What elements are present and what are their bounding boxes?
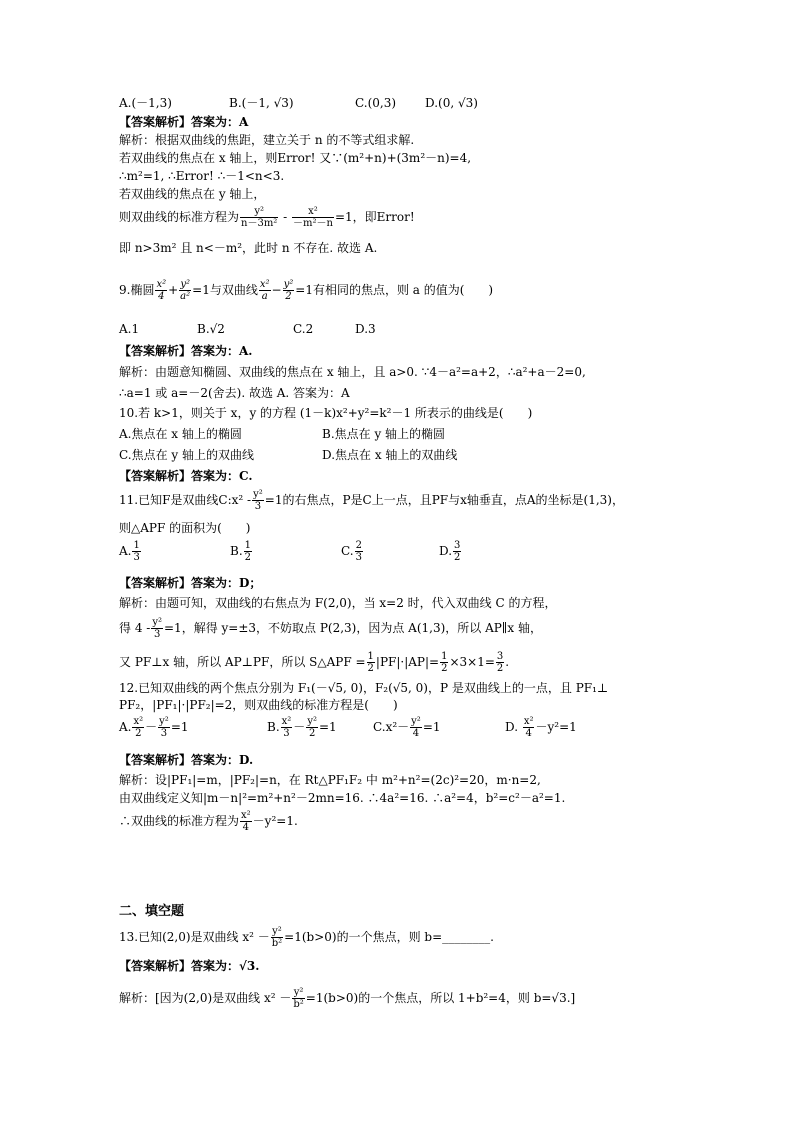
fraction (496, 651, 504, 674)
denominator: 2 (285, 291, 292, 302)
explanation-line (119, 651, 509, 674)
fraction (367, 651, 375, 674)
option: C.2 (293, 322, 314, 336)
numerator: y² (159, 716, 169, 727)
numerator: x² (259, 279, 270, 290)
option: A.焦点在 x 轴上的椭圆 (119, 427, 242, 441)
fraction (252, 489, 264, 512)
q10-options-row1 (119, 426, 445, 442)
text: 解析：[因为(2,0)是双曲线 x² － (119, 991, 292, 1005)
numerator: 3 (454, 540, 461, 551)
text: ∴双曲线的标准方程为 (119, 814, 240, 828)
denominator: 3 (283, 728, 290, 739)
text: =1(b>0)的一个焦点，所以 1+b²=4，则 b=√3.] (305, 991, 576, 1005)
numerator: x² (133, 716, 144, 727)
explanation-line: 由双曲线定义知|m－n|²=m²+n²－2mn=16. ∴4a²=16. ∴a²=4，b²=c²－a²=1. (119, 791, 566, 805)
answer-label: 【答案解析】答案为：A (119, 115, 249, 129)
numerator: y² (307, 716, 317, 727)
fraction (240, 206, 278, 229)
option (341, 540, 439, 563)
numerator: x² (292, 206, 334, 218)
denominator: 2 (308, 728, 316, 739)
explanation-line: 若双曲线的焦点在 y 轴上， (119, 187, 266, 201)
text: =1，即Error! (334, 210, 415, 224)
fraction (179, 279, 191, 302)
fraction (453, 540, 461, 563)
text: 得 4 - (119, 621, 151, 635)
option: B.焦点在 y 轴上的椭圆 (322, 427, 446, 441)
option: D.3 (355, 322, 376, 336)
q11-options (119, 540, 462, 563)
denominator: 2 (441, 663, 448, 674)
numerator: 1 (367, 651, 374, 662)
fraction (306, 716, 318, 739)
fraction (155, 279, 167, 302)
explanation-line: 解析：设|PF₁|=m，|PF₂|=n，在 Rt△PF₁F₂ 中 m²+n²=(2c)²=20，m·n=2, (119, 773, 541, 787)
explanation-line (119, 987, 575, 1010)
q8-options (119, 95, 478, 111)
option-letter: B. (230, 544, 243, 558)
numerator: y² (253, 489, 263, 500)
text: 9.椭圆 (119, 283, 155, 297)
question-stem-2: PF₂，|PF₁|·|PF₂|=2，则双曲线的标准方程是( ) (119, 698, 398, 712)
text: 有相同的焦点，则 a 的值为( ) (312, 283, 494, 297)
answer-label: 【答案解析】答案为：A. (119, 344, 253, 358)
option: D.(0, √3) (425, 96, 478, 110)
numerator: x² (241, 810, 251, 821)
fraction (292, 987, 304, 1010)
numerator: y² (152, 617, 162, 628)
option: C.(0,3) (355, 96, 397, 110)
fraction (244, 540, 252, 563)
numerator: x² (281, 716, 292, 727)
explanation-line: 解析：由题意知椭圆、双曲线的焦点在 x 轴上，且 a>0. ∵4－a²=a+2，∴a²+a－2=0, (119, 365, 586, 379)
denominator: 2 (454, 552, 461, 563)
denominator: b² (293, 999, 304, 1010)
denominator: 3 (254, 501, 262, 512)
fraction (355, 540, 363, 563)
question-stem (119, 489, 624, 512)
text: =1(b>0)的一个焦点，则 b=________. (284, 930, 494, 944)
numerator: y² (180, 279, 190, 290)
text: =1，解得 y=±3，不妨取点 P(2,3)，因为点 A(1,3)，所以 AP∥x 轴， (164, 621, 542, 635)
fraction (151, 617, 163, 640)
answer-label: 【答案解析】答案为：D； (119, 576, 262, 590)
option: C.焦点在 y 轴上的双曲线 (119, 448, 254, 462)
option (439, 540, 462, 563)
fraction (283, 279, 295, 302)
explanation-line: ∴a=1 或 a=－2(舍去). 故选 A. 答案为：A (119, 386, 350, 400)
fraction (158, 716, 170, 739)
question-stem (119, 926, 494, 949)
option: C.x²－ $\frac{\text{y²}}{4}$ =1 (373, 716, 441, 739)
text: =1 (192, 283, 210, 297)
option (230, 540, 341, 563)
text: . (505, 655, 510, 669)
option: B. $\frac{\text{x²}}{3}$ － $\frac{\text{y²}}{2}$ =1 (267, 716, 337, 739)
denominator: 4 (158, 291, 165, 302)
fraction (132, 716, 144, 739)
fraction (523, 716, 535, 739)
denominator: 2 (244, 552, 252, 563)
explanation-line: 则双曲线的标准方程为 $\frac{\text{y²}}{\text{n－3m²}}$ - $\frac{\text{x²}}{\text{－m²－n}}$ =1，即Error! (119, 206, 415, 229)
denominator: 4 (412, 728, 420, 739)
numerator: 3 (496, 651, 504, 662)
explanation-line: 若双曲线的焦点在 x 轴上，则Error! 又∵(m²+n)+(3m²－n)=4, (119, 151, 472, 165)
fraction (281, 716, 293, 739)
fraction (240, 810, 252, 833)
fraction (271, 926, 283, 949)
option: B.√2 (197, 322, 225, 336)
question-stem: 9.椭圆 $\frac{\text{x²}}{4}$ + $\frac{\text{y²}}{\text{a²}}$ =1与双曲线 $\frac{\text{x²}}{a}$ − $\frac{\text{y²}}{2}$ =1有相同的焦点，则 a 的值为( ) (119, 279, 494, 302)
numerator: 1 (133, 540, 140, 551)
question-stem-2: 则△APF 的面积为( ) (119, 521, 251, 535)
text: |PF|·|AP|= (375, 655, 440, 669)
option-letter: C. (341, 544, 354, 558)
denominator: 4 (242, 822, 250, 833)
text: 又 PF⊥x 轴，所以 AP⊥PF，所以 S△APF = (119, 655, 366, 669)
denominator: b² (271, 938, 283, 949)
denominator: n－3m² (241, 218, 278, 229)
q12-options (119, 716, 577, 739)
explanation-line (119, 810, 298, 833)
explanation-line: 解析：根据双曲线的焦距，建立关于 n 的不等式组求解. (119, 133, 415, 147)
denominator: 2 (135, 728, 142, 739)
numerator: x² (156, 279, 167, 290)
fraction (292, 206, 334, 229)
numerator: y² (240, 206, 278, 218)
numerator: y² (293, 987, 304, 998)
numerator: 1 (441, 651, 448, 662)
numerator: 2 (355, 540, 362, 551)
question-stem: 10.若 k>1，则关于 x，y 的方程 (1－k)x²+y²=k²－1 所表示的曲线是( ) (119, 406, 533, 420)
option-letter: D. (439, 544, 453, 558)
denominator: 2 (367, 663, 374, 674)
answer-label: 【答案解析】答案为：√3. (119, 959, 260, 973)
text: －y²=1. (252, 814, 298, 828)
option: D. $\frac{\text{x²}}{4}$ －y²=1 (505, 716, 577, 739)
option: A.1 (119, 322, 140, 336)
fraction (259, 279, 271, 302)
numerator: 1 (244, 540, 252, 551)
text: 13.已知(2,0)是双曲线 x² － (119, 930, 270, 944)
q9-options (119, 321, 376, 337)
denominator: 4 (525, 728, 532, 739)
text: 11.已知F是双曲线C:x² - (119, 493, 252, 507)
answer-label: 【答案解析】答案为：C. (119, 469, 253, 483)
option-letter: A. (119, 544, 132, 558)
option: B.(－1, √3) (229, 96, 294, 110)
option (119, 540, 230, 563)
numerator: y² (272, 926, 282, 937)
section-heading: 二、填空题 (119, 904, 185, 919)
denominator: 3 (133, 552, 140, 563)
explanation-line (119, 617, 542, 640)
denominator: 2 (496, 663, 504, 674)
option: A.(－1,3) (119, 96, 172, 110)
numerator: y² (283, 279, 294, 290)
denominator: a (261, 291, 268, 302)
option: D.焦点在 x 轴上的双曲线 (322, 448, 458, 462)
text: 则双曲线的标准方程为 (119, 210, 240, 224)
fraction (132, 540, 140, 563)
fraction (440, 651, 448, 674)
numerator: y² (411, 716, 421, 727)
denominator: 3 (153, 629, 161, 640)
text: ×3×1= (449, 655, 495, 669)
explanation-line: ∴m²=1, ∴Error! ∴－1<n<3. (119, 169, 285, 183)
answer-label: 【答案解析】答案为：D. (119, 753, 254, 767)
text: =1 (295, 283, 313, 297)
question-stem: 12.已知双曲线的两个焦点分别为 F₁(－√5, 0)，F₂(√5, 0)，P 是双曲线上的一点，且 PF₁⊥ (119, 681, 609, 695)
text: 与双曲线 (209, 283, 258, 297)
denominator: －m²－n (293, 218, 333, 229)
text: =1的右焦点，P是C上一点，且PF与x轴垂直，点A的坐标是(1,3)， (264, 493, 624, 507)
fraction (410, 716, 422, 739)
q10-options-row2 (119, 447, 457, 463)
numerator: x² (523, 716, 534, 727)
explanation-line: 即 n>3m² 且 n<－m²，此时 n 不存在. 故选 A. (119, 241, 378, 255)
explanation-line: 解析：由题可知，双曲线的右焦点为 F(2,0)，当 x=2 时，代入双曲线 C 的方程， (119, 596, 557, 610)
denominator: 3 (355, 552, 362, 563)
denominator: 3 (160, 728, 168, 739)
option: A. $\frac{\text{x²}}{2}$ － $\frac{\text{y²}}{3}$ =1 (119, 716, 189, 739)
denominator: a² (180, 291, 191, 302)
